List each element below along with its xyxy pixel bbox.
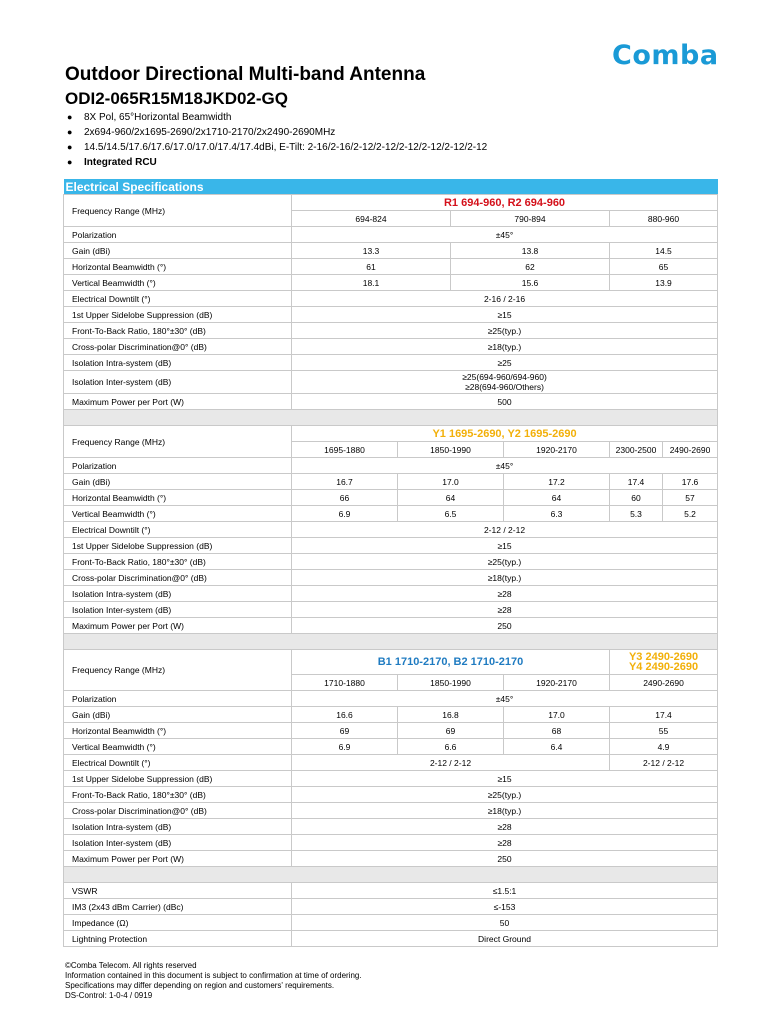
table-row: Vertical Beamwidth (°) 18.1 15.6 13.9 [64,275,718,291]
table-row: Front-To-Back Ratio, 180°±30° (dB) ≥25(typ.) [64,554,718,570]
bullet-icon: ● [67,112,73,122]
table-row: Horizontal Beamwidth (°) 61 62 65 [64,259,718,275]
table-row: 1695-1880 1850-1990 1920-2170 2300-2500 2490-2690 [64,442,718,458]
band-b-title: B1 1710-2170, B2 1710-2170 [292,650,610,675]
table-row: Cross-polar Discrimination@0° (dB) ≥18(typ.) [64,339,718,355]
table-row: Cross-polar Discrimination@0° (dB) ≥18(typ.) [64,570,718,586]
table-row: IM3 (2x43 dBm Carrier) (dBc) ≤-153 [64,899,718,915]
table-row: Horizontal Beamwidth (°) 66 64 64 60 57 [64,490,718,506]
bullet-icon: ● [67,127,73,137]
electrical-specifications-table [63,179,718,947]
table-row: Vertical Beamwidth (°) 6.9 6.6 6.4 4.9 [64,739,718,755]
model-number: ODI2-065R15M18JKD02-GQ [65,89,288,108]
table-row: Gain (dBi) 13.3 13.8 14.5 [64,243,718,259]
table-row: 694-824 790-894 880-960 [64,211,718,227]
table-row: Electrical Downtilt (°) 2-12 / 2-12 2-12 / 2-12 [64,755,718,771]
table-row: Maximum Power per Port (W) 500 [64,394,718,410]
footer: ©Comba Telecom. All rights reserved Information contained in this document is subject to confirmation at time of ordering. Specifications may differ depending on region and customers' requirements. DS-Control: 1-0-4 / 0919 [65,961,362,1000]
table-row: Maximum Power per Port (W) 250 [64,618,718,634]
table-row: Cross-polar Discrimination@0° (dB) ≥18(typ.) [64,803,718,819]
bullet-icon: ● [67,142,73,152]
feature-list [65,110,487,170]
divider [64,867,718,883]
table-row: Frequency Range (MHz) R1 694-960, R2 694-960 [64,195,718,211]
table-row: Impedance (Ω) 50 [64,915,718,931]
table-row: Gain (dBi) 16.7 17.0 17.2 17.4 17.6 [64,474,718,490]
table-row: 1st Upper Sidelobe Suppression (dB) ≥15 [64,771,718,787]
table-row: 1710-1880 1850-1990 1920-2170 2490-2690 [64,675,718,691]
table-row: Maximum Power per Port (W) 250 [64,851,718,867]
table-row: Front-To-Back Ratio, 180°±30° (dB) ≥25(typ.) [64,323,718,339]
table-row: Polarization ±45° [64,458,718,474]
divider [64,634,718,650]
table-row: Polarization ±45° [64,227,718,243]
table-row: Front-To-Back Ratio, 180°±30° (dB) ≥25(typ.) [64,787,718,803]
table-row: Isolation Inter-system (dB) ≥25(694-960/694-960) ≥28(694-960/Others) [64,371,718,394]
divider [64,410,718,426]
table-row: Isolation Intra-system (dB) ≥28 [64,586,718,602]
table-row: Horizontal Beamwidth (°) 69 69 68 55 [64,723,718,739]
table-row: Gain (dBi) 16.6 16.8 17.0 17.4 [64,707,718,723]
section-header: Electrical Specifications [64,179,718,195]
table-row: VSWR ≤1.5:1 [64,883,718,899]
table-row: Lightning Protection Direct Ground [64,931,718,947]
table-row: 1st Upper Sidelobe Suppression (dB) ≥15 [64,307,718,323]
feature-item: ● 8X Pol, 65°Horizontal Beamwidth [67,112,232,123]
comba-logo: Comba [612,40,719,71]
table-row: Frequency Range (MHz) Y1 1695-2690, Y2 1695-2690 [64,426,718,442]
table-row: Frequency Range (MHz) B1 1710-2170, B2 1710-2170 Y3 2490-2690 Y4 2490-2690 [64,650,718,675]
table-row: Vertical Beamwidth (°) 6.9 6.5 6.3 5.3 5.2 [64,506,718,522]
table-row: 1st Upper Sidelobe Suppression (dB) ≥15 [64,538,718,554]
table-row: Isolation Intra-system (dB) ≥25 [64,355,718,371]
bullet-icon: ● [67,157,73,167]
feature-item: ● 14.5/14.5/17.6/17.6/17.0/17.0/17.4/17.4dBi, E-Tilt: 2-16/2-16/2-12/2-12/2-12/2-12/2-12/2-12 [67,142,488,153]
page-title: Outdoor Directional Multi-band Antenna [65,64,426,85]
table-row: Polarization ±45° [64,691,718,707]
table-row: Isolation Inter-system (dB) ≥28 [64,602,718,618]
table-row: Isolation Inter-system (dB) ≥28 [64,835,718,851]
band-y-title: Y1 1695-2690, Y2 1695-2690 [292,426,718,442]
band-r-title: R1 694-960, R2 694-960 [292,195,718,211]
table-row: Electrical Downtilt (°) 2-16 / 2-16 [64,291,718,307]
table-row: Electrical Downtilt (°) 2-12 / 2-12 [64,522,718,538]
table-row: Isolation Intra-system (dB) ≥28 [64,819,718,835]
feature-item: ● 2x694-960/2x1695-2690/2x1710-2170/2x2490-2690MHz [67,127,336,138]
band-y34-title: Y3 2490-2690 Y4 2490-2690 [610,650,718,675]
feature-item: ● Integrated RCU [67,157,157,168]
